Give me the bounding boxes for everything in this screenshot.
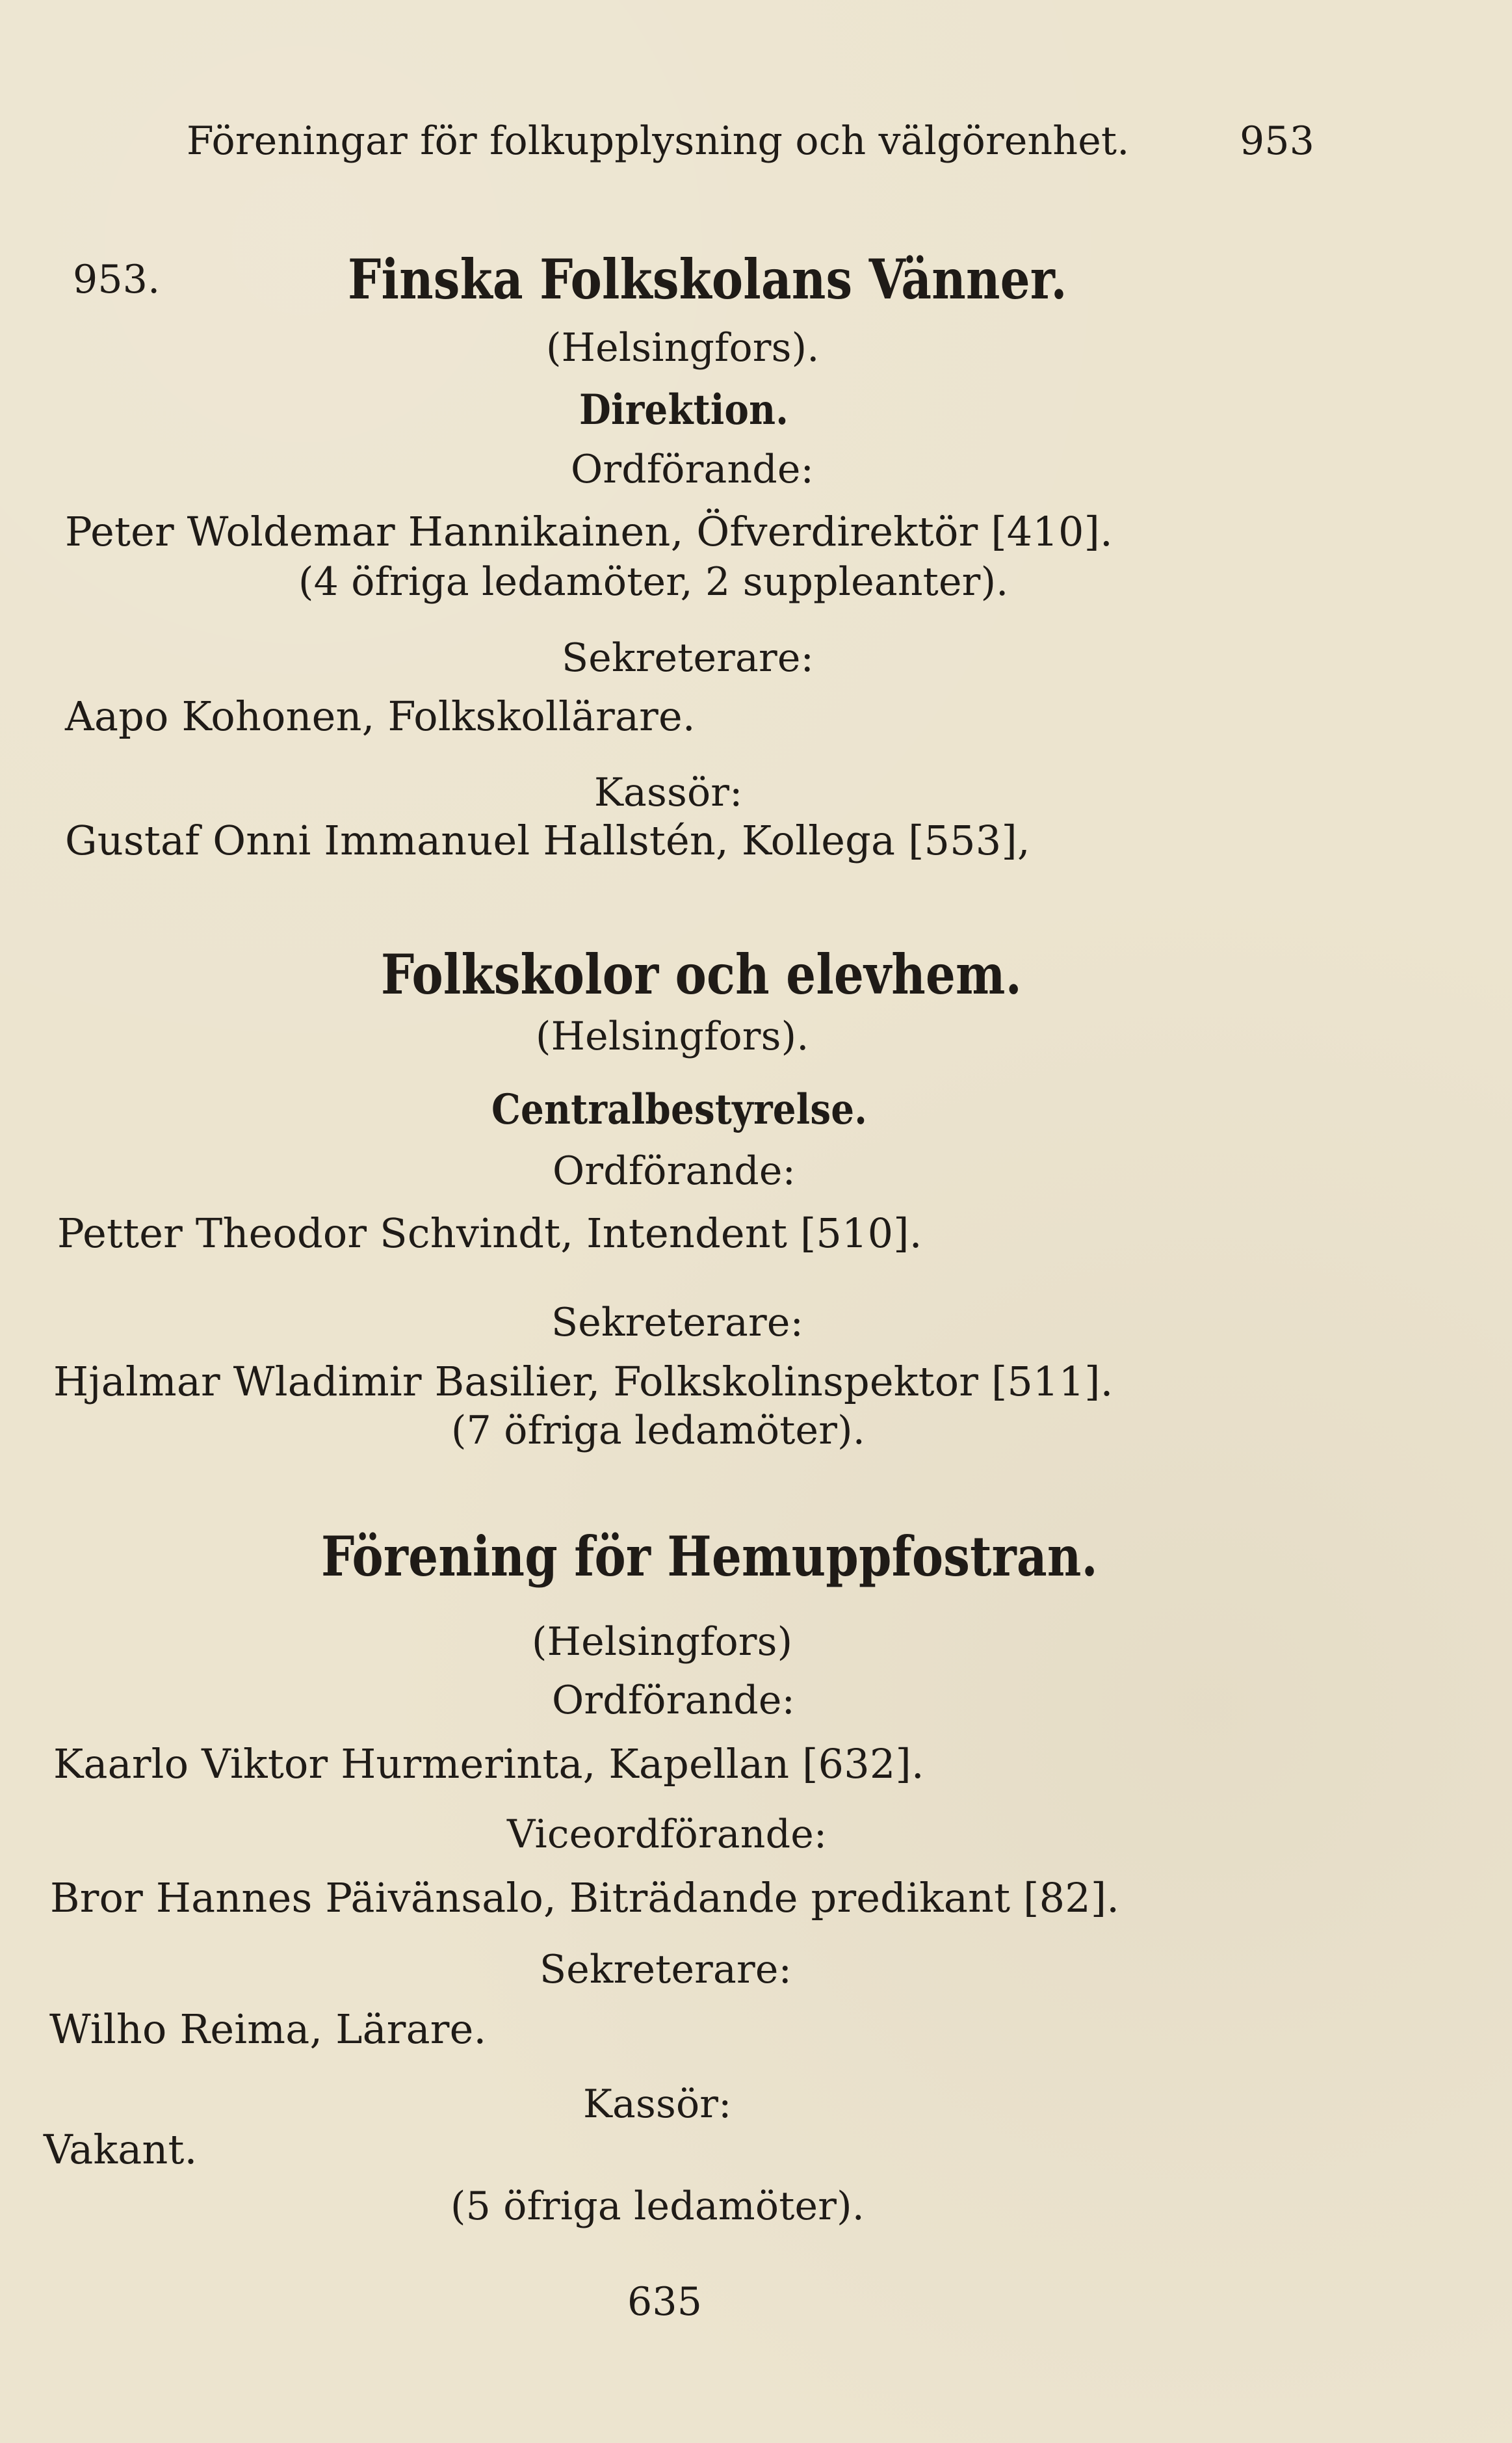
chair-name: Peter Woldemar Hannikainen, Öfverdirektör [410]. bbox=[65, 508, 1113, 555]
secretary-label: Sekreterare: bbox=[540, 1947, 792, 1992]
section-title: Förening för Hemuppfostran. bbox=[321, 1524, 1098, 1589]
vice-chair-label: Viceordförande: bbox=[507, 1812, 828, 1857]
treasurer-name: Gustaf Onni Immanuel Hallstén, Kollega [553], bbox=[65, 817, 1030, 864]
members-note: (4 öfriga ledamöter, 2 suppleanter). bbox=[298, 559, 1009, 605]
members-note: (5 öfriga ledamöter). bbox=[450, 2184, 865, 2229]
secretary-label: Sekreterare: bbox=[562, 635, 815, 681]
section-location: (Helsingfors). bbox=[546, 325, 820, 371]
treasurer-name: Vakant. bbox=[44, 2126, 198, 2173]
members-note: (7 öfriga ledamöter). bbox=[451, 1408, 865, 1453]
running-header: Föreningar för folkupplysning och välgörenhet. bbox=[187, 118, 1130, 164]
treasurer-label: Kassör: bbox=[594, 770, 743, 815]
vice-chair-name: Bror Hannes Päivänsalo, Biträdande predikant [82]. bbox=[50, 1874, 1120, 1921]
section-number: 953. bbox=[73, 257, 161, 302]
footer-page-number: 635 bbox=[627, 2279, 703, 2325]
section-location: (Helsingfors) bbox=[532, 1619, 793, 1665]
chair-name: Kaarlo Viktor Hurmerinta, Kapellan [632]. bbox=[53, 1740, 924, 1788]
secretary-name: Wilho Reima, Lärare. bbox=[49, 2005, 487, 2053]
header-page-number: 953 bbox=[1240, 118, 1315, 164]
section-title: Folkskolor och elevhem. bbox=[381, 942, 1022, 1007]
chair-label: Ordförande: bbox=[553, 1148, 796, 1194]
section-title: Finska Folkskolans Vänner. bbox=[348, 247, 1067, 311]
chair-label: Ordförande: bbox=[571, 447, 815, 492]
chair-name: Petter Theodor Schvindt, Intendent [510]. bbox=[57, 1209, 922, 1257]
section-location: (Helsingfors). bbox=[536, 1014, 809, 1059]
section-heading: Direktion. bbox=[579, 386, 789, 434]
secretary-label: Sekreterare: bbox=[551, 1300, 804, 1345]
section-heading: Centralbestyrelse. bbox=[491, 1085, 868, 1134]
secretary-name: Hjalmar Wladimir Basilier, Folkskolinspektor [511]. bbox=[53, 1358, 1114, 1405]
secretary-name: Aapo Kohonen, Folkskollärare. bbox=[65, 693, 696, 740]
treasurer-label: Kassör: bbox=[583, 2081, 732, 2127]
chair-label: Ordförande: bbox=[552, 1678, 796, 1723]
